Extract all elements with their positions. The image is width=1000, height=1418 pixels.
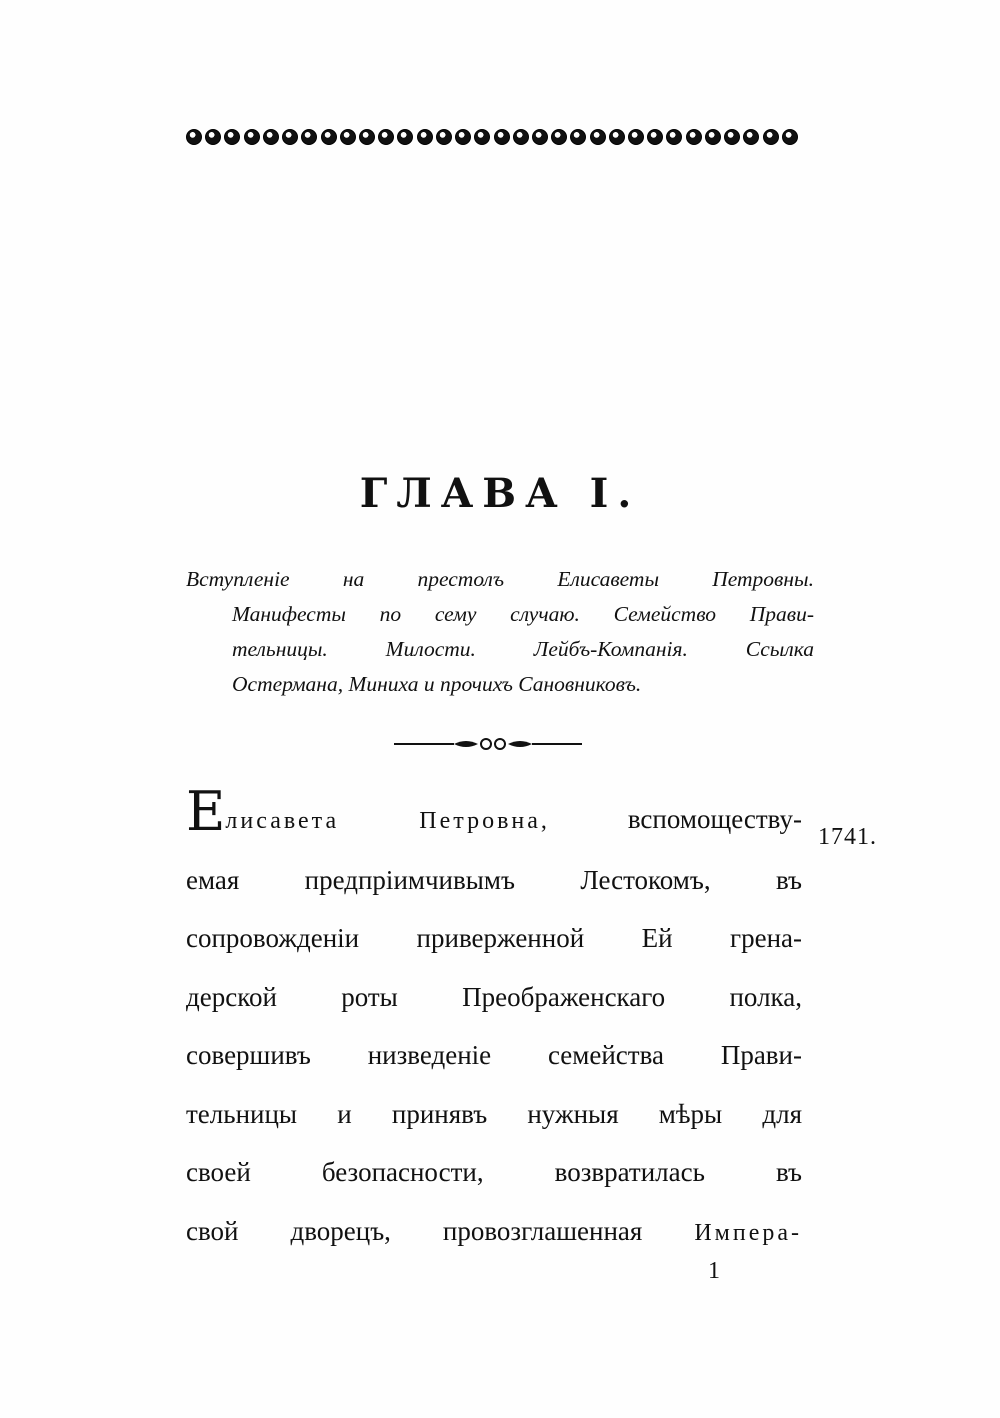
ornament-dot	[551, 129, 567, 145]
ornament-dot	[397, 129, 413, 145]
ornament-dot	[590, 129, 606, 145]
ornament-dot	[263, 129, 279, 145]
ornament-dot	[359, 129, 375, 145]
name-small-caps: лисавета Петровна,	[225, 808, 550, 834]
ornament-dot	[186, 129, 202, 145]
ornament-dot	[532, 129, 548, 145]
ornament-dot	[570, 129, 586, 145]
body-line: совершивъ низведеніе семейства Прави-	[186, 1040, 802, 1070]
ornament-dot	[647, 129, 663, 145]
ornament-dot	[455, 129, 471, 145]
ornament-dot	[436, 129, 452, 145]
ornament-dot	[705, 129, 721, 145]
summary-line: Вступленіе на престолъ Елисаветы Петровны.	[186, 567, 814, 591]
ornament-dot	[340, 129, 356, 145]
ornament-dot	[628, 129, 644, 145]
body-line: емая предпріимчивымъ Лестокомъ, въ	[186, 864, 802, 895]
ornament-dot	[224, 129, 240, 145]
body-line: тельницы и принявъ нужныя мѣры для	[186, 1098, 802, 1129]
ornament-dot	[494, 129, 510, 145]
title-small-caps: Импера-	[694, 1219, 803, 1246]
body-line-text: свой дворецъ, провозглашенная	[186, 1215, 643, 1246]
ornament-dot	[763, 129, 779, 145]
ornament-dot	[513, 129, 529, 145]
chapter-summary	[186, 562, 814, 702]
summary-line: Остермана, Миниха и прочихъ Сановниковъ.	[232, 672, 642, 696]
ornament-dot	[301, 129, 317, 145]
ornament-dot	[282, 129, 298, 145]
drop-cap: Е	[186, 780, 226, 843]
margin-year-note: 1741.	[818, 824, 877, 850]
chapter-title: ГЛАВА I.	[359, 470, 641, 517]
ornament-dot	[417, 129, 433, 145]
summary-line: Манифесты по сему случаю. Семейство Прави-	[232, 602, 814, 626]
summary-line: тельницы. Милости. Лейбъ-Компанія. Ссылка	[232, 637, 814, 661]
ornamental-divider	[392, 732, 584, 756]
ornament-dot	[724, 129, 740, 145]
chapter-body-text	[186, 780, 803, 1262]
ornament-dot	[205, 129, 221, 145]
ornament-dot	[244, 129, 260, 145]
ornament-dot	[666, 129, 682, 145]
body-line: своей безопасности, возвратилась въ	[186, 1157, 802, 1187]
body-line-first	[186, 780, 802, 851]
ornament-dot	[321, 129, 337, 145]
ornament-dot	[474, 129, 490, 145]
body-line: дерской роты Преображенскаго полка,	[186, 981, 802, 1012]
ornament-dot	[609, 129, 625, 145]
body-line: сопровожденіи приверженной Ей грена-	[186, 923, 802, 953]
ornament-dot	[782, 129, 798, 145]
signature-mark: 1	[708, 1258, 720, 1284]
ornament-dot	[743, 129, 759, 145]
top-ornament-band	[186, 128, 798, 146]
ornament-dot	[378, 129, 394, 145]
body-line-last	[186, 1202, 802, 1263]
ornament-dot	[686, 129, 702, 145]
body-line-text: вспомоществу-	[627, 804, 802, 834]
